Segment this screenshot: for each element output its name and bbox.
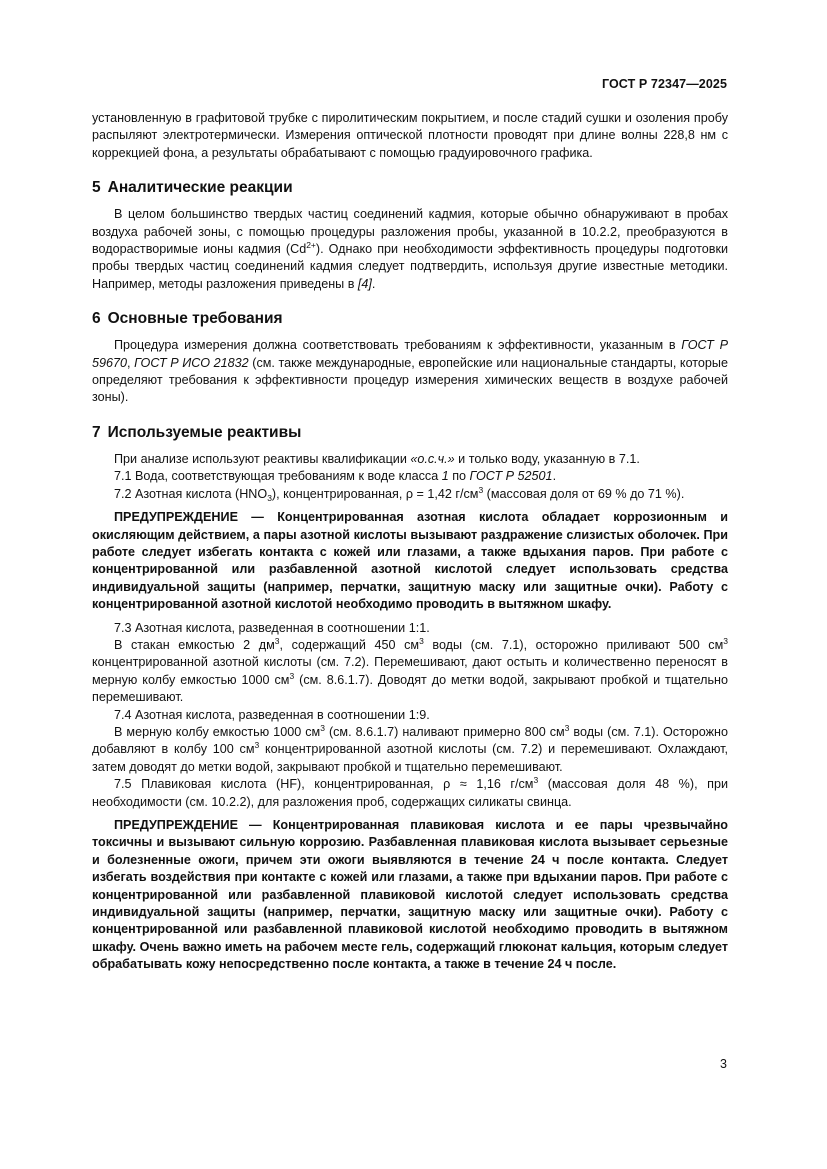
reference-link: ГОСТ Р 52501 xyxy=(469,469,553,484)
section-title: Основные требования xyxy=(107,310,283,328)
section-5-paragraph: В целом большинство твердых частиц соединений кадмия, которые обычно обнаруживают в пробах воздуха рабочей зоны, с помощью процедуры разложения пробы, указанной в 10.2.2, преобразуются в водорастворимые ионы кадмия $(Cd^{2+})$. Однако при необходимости эффективность процедуры подготовки пробы твердых частиц соединений кадмия следует подтвердить, используя другие известные методики. Например, методы разложения приведены в [4]. xyxy=(92,207,728,291)
item-7-5: 7.5 Плавиковая кислота (HF), концентрированная, ρ ≈ 1,16 $г/см^3$ (массовая доля 48 %), при необходимости (см. 10.2.2), для разложения проб, содержащих силикаты свинца. xyxy=(92,775,728,809)
intro-paragraph: установленную в графитовой трубке с пиролитическим покрытием, и после стадий сушки и озоления пробу распыляют электротермически. Измерения оптической плотности проводят при длине волны 228,8 нм с коррекцией фона, а результаты обрабатывают с помощью градуировочного графика. xyxy=(92,111,728,160)
reference-link: ГОСТ Р ИСО 21832 xyxy=(134,355,249,370)
section-5-heading xyxy=(92,178,728,198)
item-7-1: 7.1 Вода, соответствующая требованиям к воде класса 1 по ГОСТ Р 52501. xyxy=(114,469,557,484)
section-title: Используемые реактивы xyxy=(107,423,302,441)
section-number: 7 xyxy=(92,423,101,441)
section-6-heading xyxy=(92,309,728,329)
document-body xyxy=(92,110,728,974)
item-7-3-text: В стакан емкостью 2 $дм^3$, содержащий 450 $см^3$ воды (см. 7.1), осторожно приливают 500 $см^3$ концентрированной азотной кислоты (см. 7.2). Перемешивают, дают остыть и количественно переносят в мерную колбу емкостью 1000 $см^3$ (см. 8.6.1.7). Доводят до метки водой, закрывают пробкой и тщательно перемешивают. xyxy=(92,635,728,705)
page-number: 3 xyxy=(720,1057,727,1071)
warning-hydrofluoric-acid: ПРЕДУПРЕЖДЕНИЕ — Концентрированная плавиковая кислота и ее пары чрезвычайно токсичны и вызывают сильную коррозию. Разбавленная плавиковая кислота вызывает серьезные и болезненные ожоги, причем эти ожоги выявляются в течение 24 ч после контакта. Следует избегать воздействия при контакте с кожей или глазами, а также при вдыхании паров. При работе с концентрированной или разбавленной плавиковой кислотой следует использовать средства индивидуальной защиты (например, перчатки, защитную маску или защитные очки). Работу с концентрированной или разбавленной плавиковой кислотой необходимо проводить в вытяжном шкафу. Очень важно иметь на рабочем месте гель, содержащий глюконат кальция, которым следует обрабатывать кожу непосредственно после контакта, а также в течение 24 ч после. xyxy=(92,818,728,972)
item-7-4-title: 7.4 Азотная кислота, разведенная в соотношении 1:9. xyxy=(114,707,430,722)
section-7-heading xyxy=(92,423,728,443)
item-7-3-title: 7.3 Азотная кислота, разведенная в соотношении 1:1. xyxy=(114,620,430,635)
item-7-4-text: В мерную колбу емкостью 1000 $см^3$ (см. 8.6.1.7) наливают примерно 800 $см^3$ воды (см. 7.1). Осторожно добавляют в колбу 100 $см^3$ концентрированной азотной кислоты (см. 7.2) и перемешивают. Охлаждают, затем доводят до метки водой, закрывают пробкой и тщательно перемешивают. xyxy=(92,722,728,774)
reference-link: [4] xyxy=(357,276,372,291)
section-7-intro: При анализе используют реактивы квалификации «о.с.ч.» и только воду, указанную в 7.1. xyxy=(114,451,640,466)
reference-link: ГОСТ Р 59670 xyxy=(92,338,728,370)
section-title: Аналитические реакции xyxy=(107,179,293,197)
document-header: ГОСТ Р 72347—2025 xyxy=(601,77,727,91)
item-7-2: 7.2 Азотная кислота $(HNO_3)$, концентрированная, ρ = 1,42 $г/см^3$ (массовая доля от 69 % до 71 %). xyxy=(114,484,685,503)
section-number: 6 xyxy=(92,310,101,328)
section-number: 5 xyxy=(92,179,101,197)
warning-nitric-acid: ПРЕДУПРЕЖДЕНИЕ — Концентрированная азотная кислота обладает коррозионным и окисляющим действием, а пары азотной кислоты вызывают раздражение слизистых оболочек. При работе следует избегать контакта с кожей или глазами, а также вдыхания паров. При работе с концентрированной или разбавленной азотной кислотой следует использовать средства индивидуальной защиты (например, перчатки, защитную маску или защитные очки). Работу с концентрированной азотной кислотой необходимо проводить в вытяжном шкафу. xyxy=(92,510,728,612)
section-6-paragraph: Процедура измерения должна соответствовать требованиям к эффективности, указанным в ГОСТ Р 59670, ГОСТ Р ИСО 21832 (см. также международные, европейские или национальные стандарты, которые определяют требования к эффективности процедур измерения химических веществ в воздухе рабочей зоны). xyxy=(92,338,728,405)
